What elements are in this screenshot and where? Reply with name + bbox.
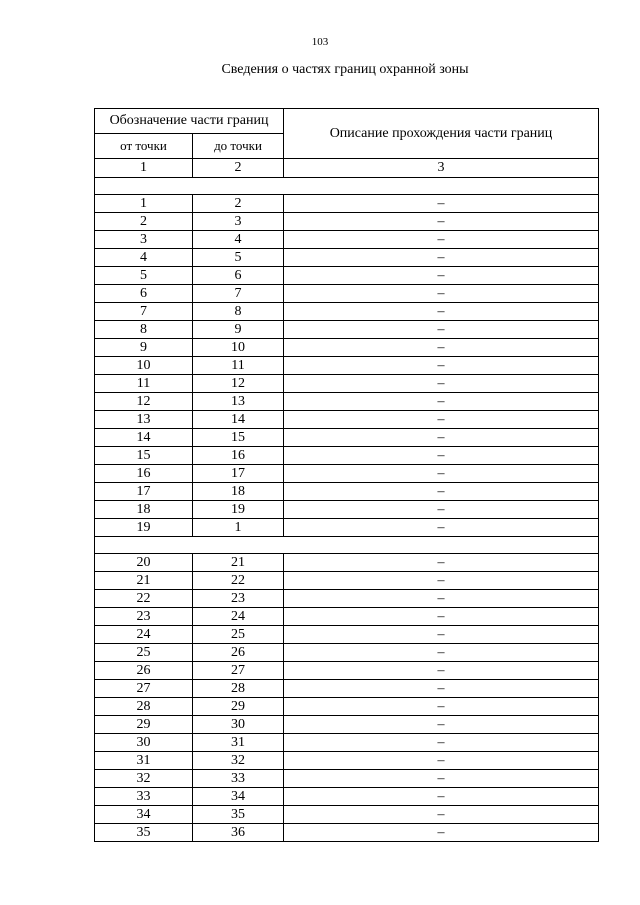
table-row [95, 572, 599, 590]
table-row [95, 231, 599, 249]
from-point-cell: 17 [95, 483, 193, 501]
to-point-cell: 36 [193, 824, 284, 842]
to-point-cell: 30 [193, 716, 284, 734]
description-cell: – [284, 501, 599, 519]
description-cell: – [284, 411, 599, 429]
description-cell: – [284, 519, 599, 537]
description-cell: – [284, 608, 599, 626]
description-cell: – [284, 465, 599, 483]
from-point-cell: 29 [95, 716, 193, 734]
table-row [95, 357, 599, 375]
from-point-cell: 34 [95, 806, 193, 824]
description-cell: – [284, 267, 599, 285]
table-row [95, 213, 599, 231]
table-row [95, 644, 599, 662]
description-cell: – [284, 393, 599, 411]
description-cell: – [284, 806, 599, 824]
table-row [95, 447, 599, 465]
table-row [95, 411, 599, 429]
table-row [95, 770, 599, 788]
table-row [95, 483, 599, 501]
description-cell: – [284, 662, 599, 680]
table-row [95, 806, 599, 824]
from-point-cell: 15 [95, 447, 193, 465]
from-point-cell: 19 [95, 519, 193, 537]
to-point-cell: 26 [193, 644, 284, 662]
to-point-cell: 14 [193, 411, 284, 429]
to-point-cell: 23 [193, 590, 284, 608]
table-row [95, 716, 599, 734]
table-row [95, 375, 599, 393]
description-cell: – [284, 447, 599, 465]
to-point-cell: 34 [193, 788, 284, 806]
table-row [95, 788, 599, 806]
description-cell: – [284, 734, 599, 752]
header-boundary-part-designation: Обозначение части границ [95, 109, 284, 134]
table-row [95, 554, 599, 572]
from-point-cell: 20 [95, 554, 193, 572]
from-point-cell: 26 [95, 662, 193, 680]
from-point-cell: 30 [95, 734, 193, 752]
from-point-cell: 5 [95, 267, 193, 285]
to-point-cell: 2 [193, 195, 284, 213]
from-point-cell: 18 [95, 501, 193, 519]
to-point-cell: 1 [193, 519, 284, 537]
from-point-cell: 24 [95, 626, 193, 644]
to-point-cell: 32 [193, 752, 284, 770]
from-point-cell: 12 [95, 393, 193, 411]
description-cell: – [284, 698, 599, 716]
to-point-cell: 19 [193, 501, 284, 519]
column-number: 3 [284, 159, 599, 178]
section-separator-row [95, 537, 599, 554]
description-cell: – [284, 303, 599, 321]
to-point-cell: 7 [193, 285, 284, 303]
from-point-cell: 23 [95, 608, 193, 626]
table-row [95, 590, 599, 608]
section-separator-row [95, 178, 599, 195]
description-cell: – [284, 375, 599, 393]
page-number: 103 [311, 36, 329, 48]
from-point-cell: 3 [95, 231, 193, 249]
table-row [95, 429, 599, 447]
column-number: 2 [193, 159, 284, 178]
table-row [95, 393, 599, 411]
description-cell: – [284, 213, 599, 231]
boundary-parts-table [94, 108, 599, 842]
from-point-cell: 2 [95, 213, 193, 231]
description-cell: – [284, 285, 599, 303]
table-row [95, 249, 599, 267]
table-row [95, 662, 599, 680]
to-point-cell: 9 [193, 321, 284, 339]
from-point-cell: 14 [95, 429, 193, 447]
table-row [95, 608, 599, 626]
to-point-cell: 35 [193, 806, 284, 824]
to-point-cell: 21 [193, 554, 284, 572]
from-point-cell: 28 [95, 698, 193, 716]
document-title: Сведения о частях границ охранной зоны [221, 62, 469, 77]
from-point-cell: 7 [95, 303, 193, 321]
to-point-cell: 33 [193, 770, 284, 788]
to-point-cell: 17 [193, 465, 284, 483]
to-point-cell: 15 [193, 429, 284, 447]
to-point-cell: 18 [193, 483, 284, 501]
description-cell: – [284, 231, 599, 249]
description-cell: – [284, 824, 599, 842]
table-row [95, 339, 599, 357]
header-to-point: до точки [193, 134, 284, 159]
from-point-cell: 8 [95, 321, 193, 339]
from-point-cell: 11 [95, 375, 193, 393]
column-number-row [95, 159, 599, 178]
table-row [95, 626, 599, 644]
to-point-cell: 13 [193, 393, 284, 411]
from-point-cell: 33 [95, 788, 193, 806]
description-cell: – [284, 249, 599, 267]
table-row [95, 465, 599, 483]
to-point-cell: 6 [193, 267, 284, 285]
to-point-cell: 29 [193, 698, 284, 716]
from-point-cell: 21 [95, 572, 193, 590]
from-point-cell: 4 [95, 249, 193, 267]
section-label [95, 537, 599, 554]
from-point-cell: 9 [95, 339, 193, 357]
table-row [95, 501, 599, 519]
table-row [95, 195, 599, 213]
from-point-cell: 1 [95, 195, 193, 213]
table-row [95, 303, 599, 321]
from-point-cell: 35 [95, 824, 193, 842]
description-cell: – [284, 680, 599, 698]
from-point-cell: 25 [95, 644, 193, 662]
to-point-cell: 27 [193, 662, 284, 680]
from-point-cell: 13 [95, 411, 193, 429]
description-cell: – [284, 644, 599, 662]
from-point-cell: 31 [95, 752, 193, 770]
from-point-cell: 22 [95, 590, 193, 608]
to-point-cell: 28 [193, 680, 284, 698]
table-row [95, 267, 599, 285]
table-body [95, 178, 599, 842]
description-cell: – [284, 554, 599, 572]
description-cell: – [284, 716, 599, 734]
table-row [95, 285, 599, 303]
table-row [95, 824, 599, 842]
description-cell: – [284, 339, 599, 357]
to-point-cell: 16 [193, 447, 284, 465]
table-row [95, 321, 599, 339]
from-point-cell: 10 [95, 357, 193, 375]
description-cell: – [284, 572, 599, 590]
to-point-cell: 8 [193, 303, 284, 321]
to-point-cell: 31 [193, 734, 284, 752]
description-cell: – [284, 788, 599, 806]
table-row [95, 698, 599, 716]
to-point-cell: 22 [193, 572, 284, 590]
header-from-point: от точки [95, 134, 193, 159]
description-cell: – [284, 357, 599, 375]
table-row [95, 734, 599, 752]
section-label [95, 178, 599, 195]
column-number: 1 [95, 159, 193, 178]
to-point-cell: 5 [193, 249, 284, 267]
to-point-cell: 25 [193, 626, 284, 644]
table-header-row [95, 109, 599, 134]
to-point-cell: 10 [193, 339, 284, 357]
to-point-cell: 24 [193, 608, 284, 626]
description-cell: – [284, 590, 599, 608]
description-cell: – [284, 770, 599, 788]
to-point-cell: 4 [193, 231, 284, 249]
header-boundary-part-description: Описание прохождения части границ [284, 109, 599, 159]
to-point-cell: 3 [193, 213, 284, 231]
description-cell: – [284, 626, 599, 644]
description-cell: – [284, 195, 599, 213]
from-point-cell: 6 [95, 285, 193, 303]
to-point-cell: 12 [193, 375, 284, 393]
description-cell: – [284, 321, 599, 339]
description-cell: – [284, 752, 599, 770]
description-cell: – [284, 483, 599, 501]
description-cell: – [284, 429, 599, 447]
table-row [95, 680, 599, 698]
from-point-cell: 16 [95, 465, 193, 483]
from-point-cell: 27 [95, 680, 193, 698]
from-point-cell: 32 [95, 770, 193, 788]
to-point-cell: 11 [193, 357, 284, 375]
table-row [95, 519, 599, 537]
table-row [95, 752, 599, 770]
